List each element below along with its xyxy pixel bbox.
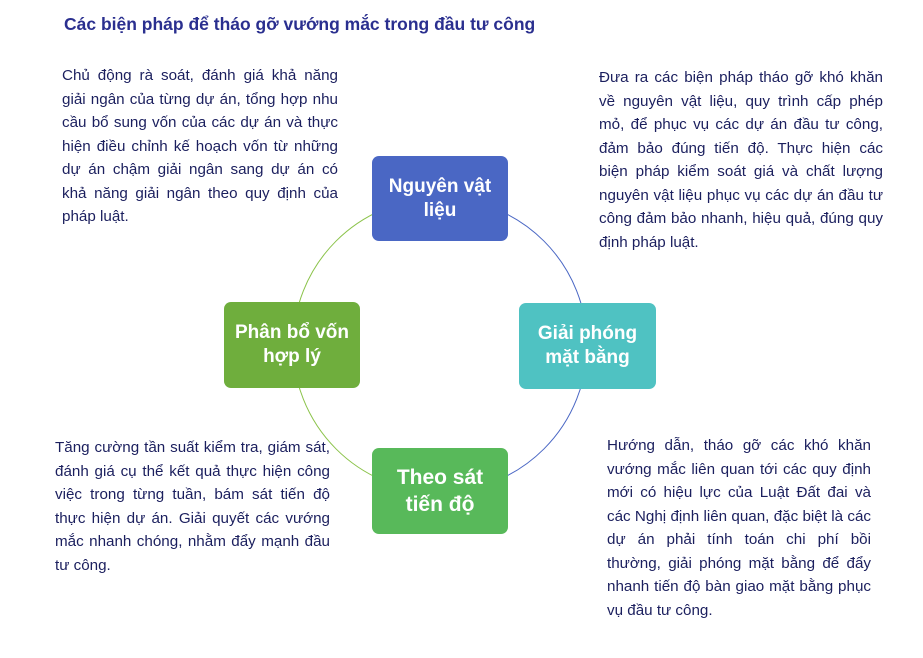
node-label: Phân bổ vốn hợp lý: [235, 322, 349, 367]
node-giai-phong-mat-bang: [519, 303, 656, 389]
diagram-title: Các biện pháp để tháo gỡ vướng mắc trong đầu tư công: [64, 14, 536, 34]
paragraph-top-left: Chủ động rà soát, đánh giá khả năng giải ngân của từng dự án, tổng hợp nhu cầu bổ sung vốn của các dự án và thực hiện điều chỉnh kế hoạch vốn từ những dự án chậm giải ngân sang dự án có khả năng giải ngân theo quy định của pháp luật.: [62, 67, 338, 225]
paragraph-top-right: Đưa ra các biện pháp tháo gỡ khó khăn về nguyên vật liệu, quy trình cấp phép mỏ, để phục vụ các dự án đầu tư công, đảm bảo đúng tiến độ. Thực hiện các biện pháp kiểm soát giá và chất lượng nguyên vật liệu phục vụ các dự án đầu tư công đảm bảo nhanh, hiệu quả, đúng quy định pháp luật.: [599, 69, 883, 251]
node-label: Theo sát tiến độ: [396, 466, 484, 516]
node-nguyen-vat-lieu: [372, 156, 508, 241]
paragraph-bottom-left: Tăng cường tần suất kiểm tra, giám sát, đánh giá cụ thể kết quả thực hiện công việc trong từng tuần, bám sát tiến độ thực hiện dự án. Giải quyết các vướng mắc nhanh chóng, nhằm đẩy mạnh đầu tư công.: [55, 439, 330, 574]
node-label: Nguyên vật liệu: [388, 175, 492, 221]
paragraph-bottom-right: Hướng dẫn, tháo gỡ các khó khăn vướng mắc liên quan tới các quy định mới có hiệu lực của Luật Đất đai và các Nghị định liên quan, đặc biệt là các dự án phải tính toán chi phí bồi thường, giải phóng mặt bằng để đẩy nhanh tiến độ bàn giao mặt bằng phục vụ đầu tư công.: [607, 437, 871, 619]
node-label: Giải phóng mặt bằng: [537, 323, 638, 368]
node-theo-sat-tien-do: [372, 448, 508, 534]
node-phan-bo-von-hop-ly: [224, 302, 360, 388]
